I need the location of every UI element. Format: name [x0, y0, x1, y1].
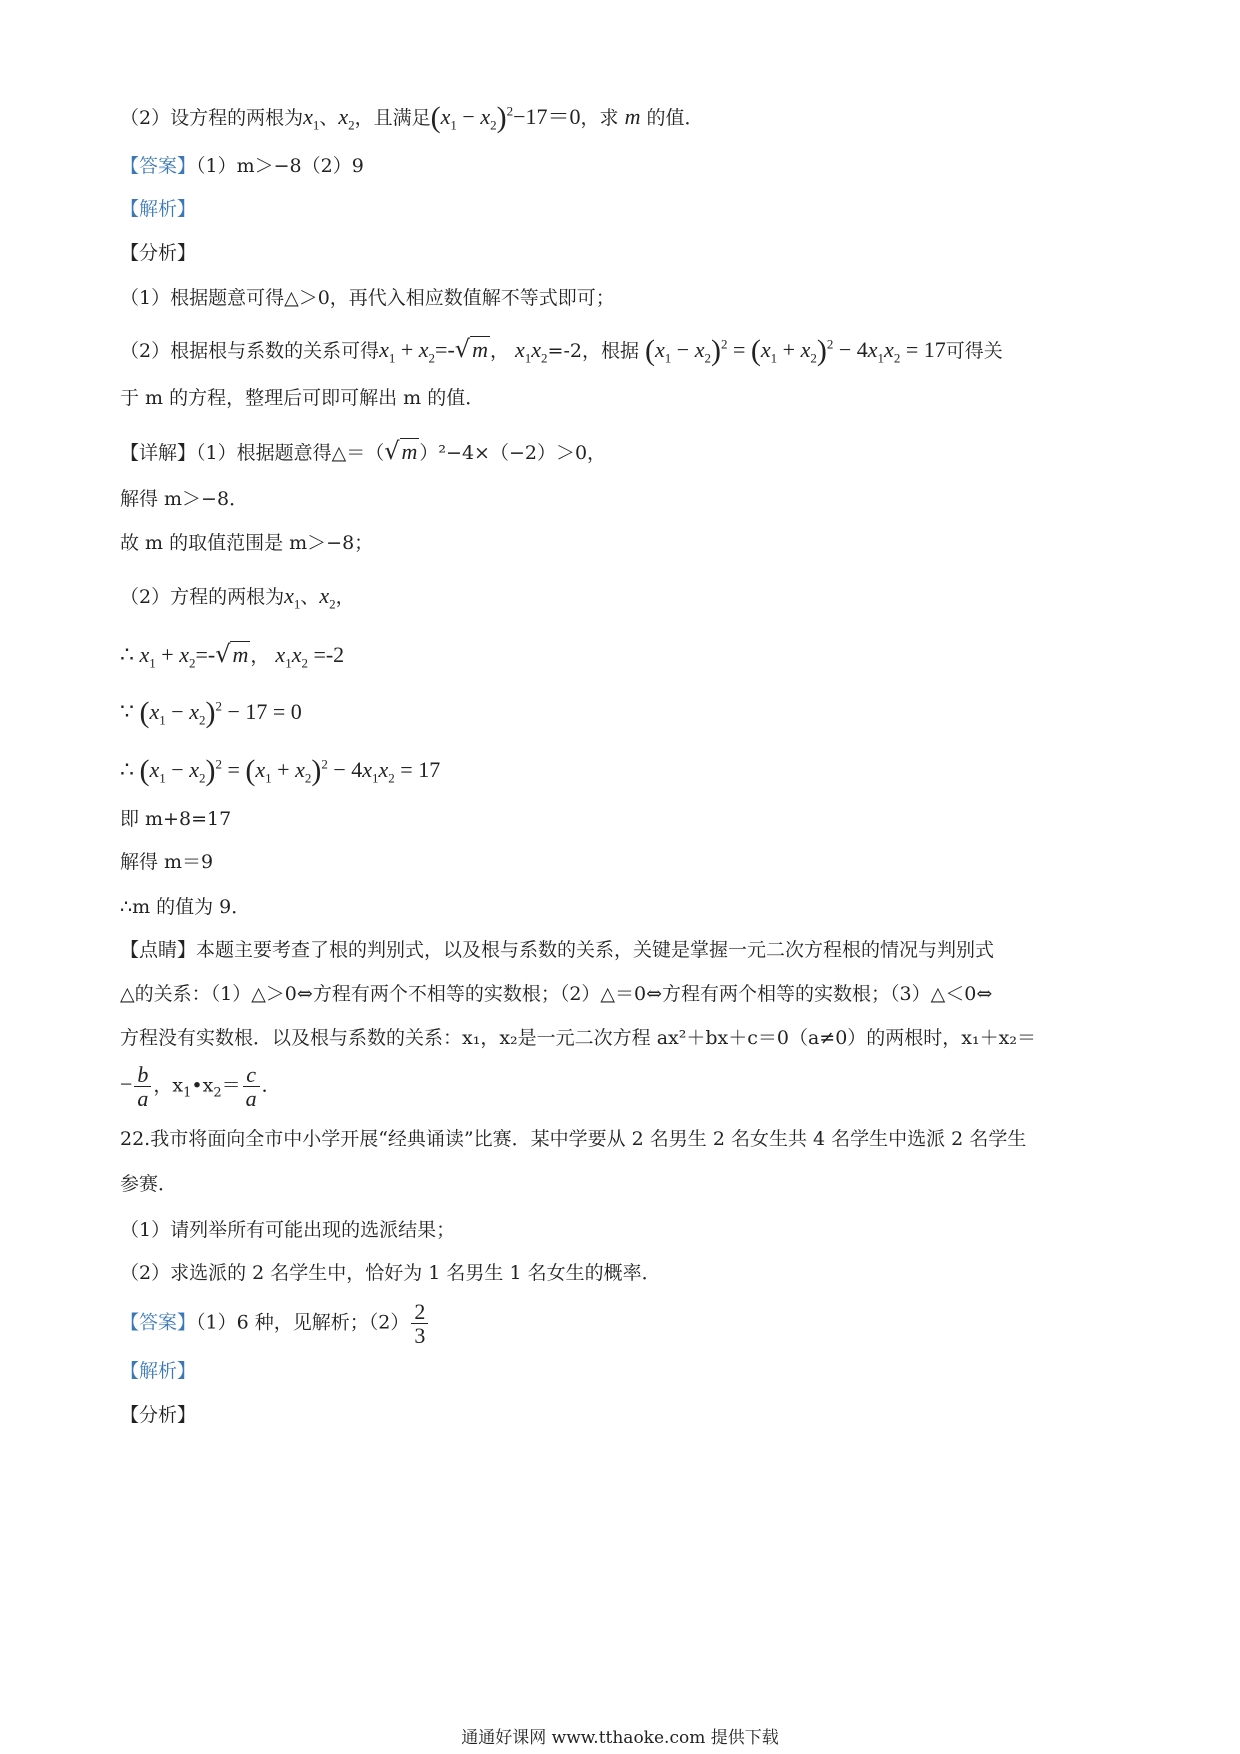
q22-part-1: （1）请列举所有可能出现的选派结果； [120, 1219, 456, 1241]
q21-detail-6: ∵ $(x_1 - x_2)^2 - 17 = 0$ [120, 696, 302, 729]
q21-detail-7: ∴ $(x_1 - x_2)^2 = (x_1 + x_2)^2 - 4x_1x_2 = 17$ [120, 754, 441, 787]
q21-answer: 【答案】（1）m＞−8（2）9 [120, 155, 364, 177]
q21-detail-5: ∴ $x_1 + x_2=-√m$ ， $x_1x_2 =-2$ [120, 640, 345, 671]
q21-dianjing-4: − $\frac{b}{a}$ ，$x_1•x_2=$ $\frac{c}{a}$ ． [120, 1062, 281, 1112]
q21-detail-1: 【详解】（1）根据题意得△＝（√m ）²−4×（−2）＞0， [120, 437, 607, 465]
q21-dianjing-2: △的关系：（1）△＞0⇔方程有两个不相等的实数根；（2）△＝0⇔方程有两个相等的实数根；（3）△＜0⇔ [120, 983, 993, 1005]
answer-label: 【答案】 [120, 1311, 197, 1334]
page-footer: 通通好课网 www.tthaoke.com 提供下载 [461, 1728, 779, 1748]
q22-answer: 【答案】（1）6 种，见解析；（2） $\frac{2}{3}$ [120, 1300, 430, 1347]
q21-fenxi-3: 于 m 的方程，整理后可即可解出 m 的值． [120, 387, 485, 409]
q22-part-2: （2）求选派的 2 名学生中，恰好为 1 名男生 1 名女生的概率． [120, 1262, 661, 1284]
answer-label: 【答案】 [120, 155, 197, 177]
q22-jiexi-label: 【解析】 [120, 1360, 197, 1382]
q22-line-2: 参赛． [120, 1173, 178, 1195]
q21-detail-4: （2）方程的两根为$x_1$、$x_2$， [120, 583, 355, 612]
q21-detail-8: 即 m+8=17 [120, 808, 232, 830]
q22-line-1: 22.我市将面向全市中小学开展“经典诵读”比赛．某中学要从 2 名男生 2 名女生共 4 名学生中选派 2 名学生 [120, 1128, 1027, 1150]
q21-fenxi-label: 【分析】 [120, 242, 197, 264]
q21-detail-10: ∴m 的值为 9． [120, 896, 251, 918]
q21-fenxi-1: （1）根据题意可得△＞0，再代入相应数值解不等式即可； [120, 287, 615, 309]
q21-fenxi-2: （2）根据根与系数的关系可得$x_1 + x_2=-√m$ ， $x_1x_2=-2$，根据 $(x_1 - x_2)^2 = (x_1 + x_2)^2 - 4x_1x_2 = 17$可得关 [120, 334, 1003, 367]
q21-detail-3: 故 m 的取值范围是 m＞−8； [120, 532, 374, 554]
fraction-answer: $\frac{2}{3}$ [411, 1300, 428, 1347]
q22-fenxi-label: 【分析】 [120, 1404, 197, 1426]
fraction-c-over-a: $\frac{c}{a}$ [243, 1063, 260, 1110]
q21-part2-question: （2）设方程的两根为$x_1$、$x_2$，且满足$(x_1 - x_2)^2-17=0$，求 m 的值． [120, 101, 704, 134]
fraction-b-over-a: $\frac{b}{a}$ [134, 1063, 151, 1110]
q21-dianjing-1: 【点睛】本题主要考查了根的判别式，以及根与系数的关系，关键是掌握一元二次方程根的情况与判别式 [120, 939, 995, 961]
dianjing-label: 【点睛】 [120, 939, 197, 961]
q21-dianjing-3: 方程没有实数根．以及根与系数的关系：x₁，x₂是一元二次方程 ax²＋bx＋c＝0（a≠0）的两根时，x₁＋x₂＝ [120, 1027, 1036, 1049]
q21-detail-9: 解得 m＝9 [120, 851, 214, 873]
detail-label: 【详解】 [120, 442, 197, 464]
q21-jiexi-label: 【解析】 [120, 198, 197, 220]
q21-detail-2: 解得 m＞−8． [120, 488, 249, 510]
